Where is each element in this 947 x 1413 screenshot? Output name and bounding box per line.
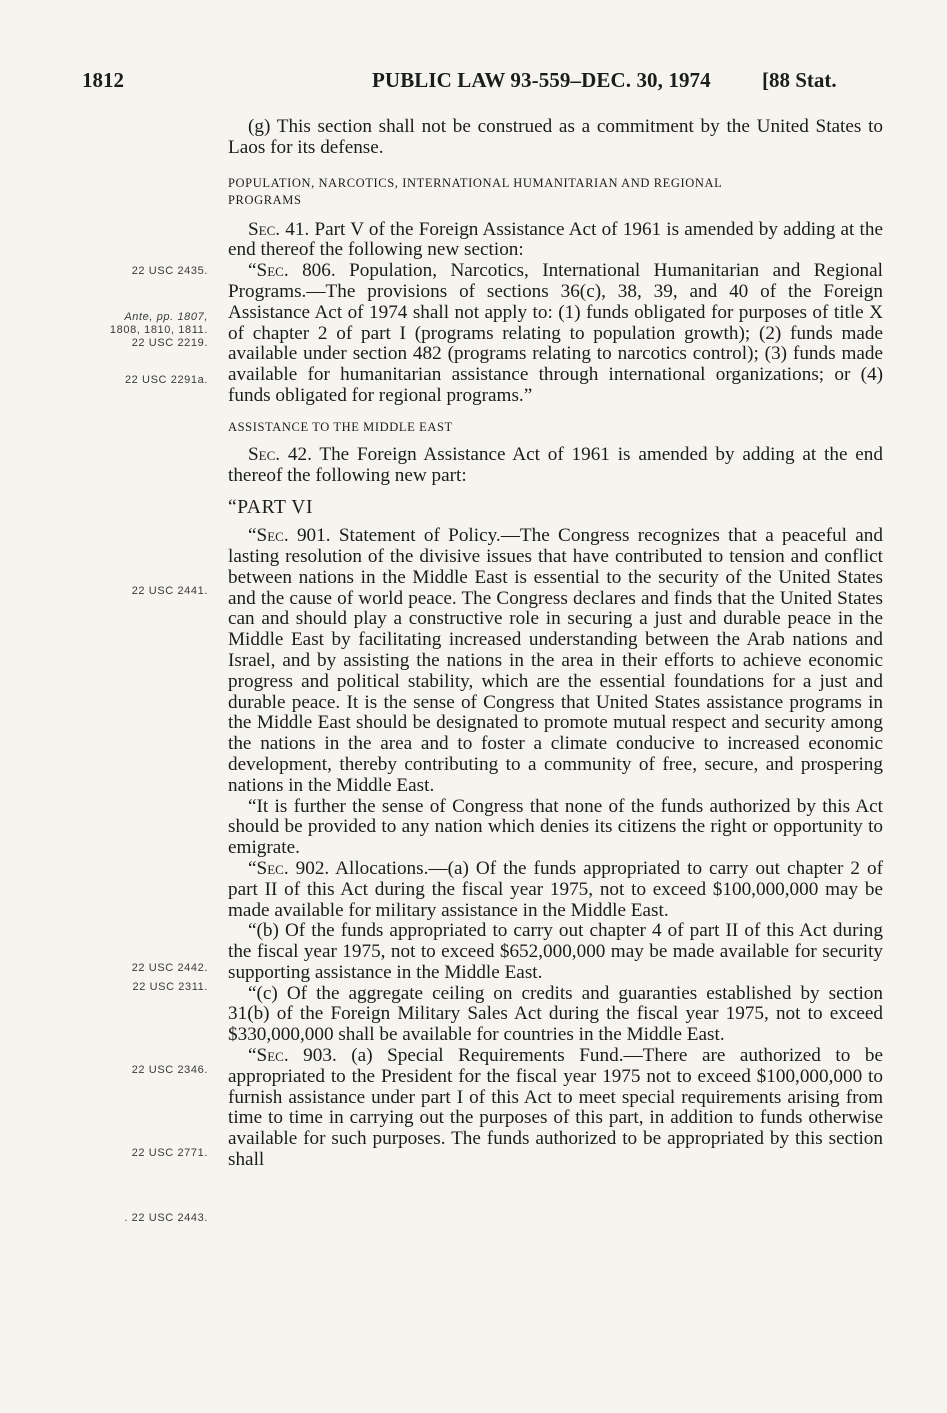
margin-note: 22 USC 2771. — [131, 1147, 208, 1159]
margin-note-line: Ante, pp. 1807, — [124, 311, 208, 323]
section-901 — [228, 526, 883, 796]
margin-note: 22 USC 2442. — [131, 962, 208, 974]
section-902 — [228, 859, 883, 921]
paragraph-c: “(c) Of the aggregate ceiling on credits and guaranties established by section 31(b) of the Foreign Military Sales Act during the fiscal year 1975, not to exceed $330,000,000 shall be available for countries in the Middle East. — [228, 982, 883, 1046]
section-heading-line: POPULATION, NARCOTICS, INTERNATIONAL HUMANITARIAN AND REGIONAL — [228, 175, 723, 190]
section-42 — [228, 445, 883, 487]
part-title: “PART VI — [228, 497, 314, 519]
section-text: 902. Allocations.—(a) Of the funds appropriated to carry out chapter 2 of part II of this Act during the fiscal year 1975, not to exceed $100,000,000 may be made available for military assistance in the Middle East. — [228, 857, 883, 921]
page-header — [0, 68, 947, 98]
section-label: Sec. — [256, 525, 289, 547]
margin-note: 22 USC 2435. — [131, 265, 208, 277]
section-text: 42. The Foreign Assistance Act of 1961 is amended by adding at the end thereof the following new part: — [228, 443, 883, 486]
section-text: 903. (a) Special Requirements Fund.—There are authorized to be appropriated to the President for the fiscal year 1975 not to exceed $100,000,000 to furnish assistance under part I of this Act to meet special requirements arising from time to time in carrying out the purposes of this part, in addition to funds otherwise available for such purposes. The funds authorized to be appropriated by this section shall — [228, 1045, 884, 1171]
quote-mark: “ — [248, 1045, 257, 1067]
margin-note — [0, 311, 208, 350]
paragraph-b: “(b) Of the funds appropriated to carry out chapter 4 of part II of this Act during the fiscal year 1975, not to exceed $652,000,000 may be made available for security supporting assistance in the Middle East. — [228, 920, 883, 983]
quote-mark: “ — [248, 525, 257, 547]
section-806 — [228, 261, 883, 407]
section-label: Sec. — [256, 1045, 289, 1067]
margin-note: 22 USC 2311. — [132, 981, 208, 993]
statute-reference: [88 Stat. — [762, 68, 837, 92]
running-title: PUBLIC LAW 93-559–DEC. 30, 1974 — [372, 68, 711, 92]
margin-note: 22 USC 2441. — [131, 585, 208, 597]
margin-note: 22 USC 2291a. — [124, 374, 208, 386]
section-heading-line: PROGRAMS — [228, 192, 302, 207]
section-label: Sec. — [248, 443, 281, 465]
margin-note-line: 22 USC 2219. — [131, 337, 208, 349]
section-label: Sec. — [248, 218, 281, 240]
paragraph-further: “It is further the sense of Congress that none of the funds authorized by this Act should be provided to any nation which denies its citizens the right or opportunity to emigrate. — [228, 795, 883, 859]
section-903 — [228, 1046, 883, 1171]
page-number: 1812 — [82, 68, 124, 92]
section-label: Sec. — [256, 857, 289, 879]
section-41 — [228, 220, 883, 262]
section-text: 901. Statement of Policy.—The Congress recognizes that a peaceful and lasting resolution of the divisive issues that have contributed to tension and conflict between nations in the Middle East is essential to the security of the United States and the cause of world peace. The Congress declares and finds that the United States can and should play a constructive role in securing a just and durable peace in the Middle East by facilitating increased understanding between the Arab nations and Israel, and by assisting the nations in the area in their efforts to achieve economic progress and political stability, which are the essential foundations for a just and durable peace. It is the sense of Congress that United States assistance programs in the Middle East should be designated to promote mutual respect and security among the nations in the area and to foster a climate conducive to increased economic development, thereby contributing to a community of free, secure, and prospering nations in the Middle East. — [228, 525, 883, 796]
margin-note: . 22 USC 2443. — [124, 1212, 208, 1224]
body-text — [228, 117, 883, 1171]
margin-note: 22 USC 2346. — [131, 1064, 208, 1076]
quote-mark: “ — [248, 260, 257, 282]
section-text: 806. Population, Narcotics, International Humanitarian and Regional Programs.—The provisions of sections 36(c), 38, 39, and 40 of the Foreign Assistance Act of 1974 shall not apply to: (1) funds obligated for purposes of title X of chapter 2 of part I (programs relating to population growth); (2) funds made available under section 482 (programs relating to narcotics control); (3) funds made available for humanitarian assistance through international organizations; or (4) funds obligated for regional programs.” — [228, 260, 883, 406]
section-heading: ASSISTANCE TO THE MIDDLE EAST — [228, 419, 453, 434]
section-label: Sec. — [256, 260, 289, 282]
margin-note-line: 1808, 1810, 1811. — [109, 324, 208, 336]
section-text: 41. Part V of the Foreign Assistance Act of 1961 is amended by adding at the end thereof the following new section: — [228, 218, 883, 261]
paragraph-g: (g) This section shall not be construed as a commitment by the United States to Laos for its defense. — [228, 116, 883, 158]
section-heading — [228, 175, 883, 209]
quote-mark: “ — [248, 857, 257, 879]
